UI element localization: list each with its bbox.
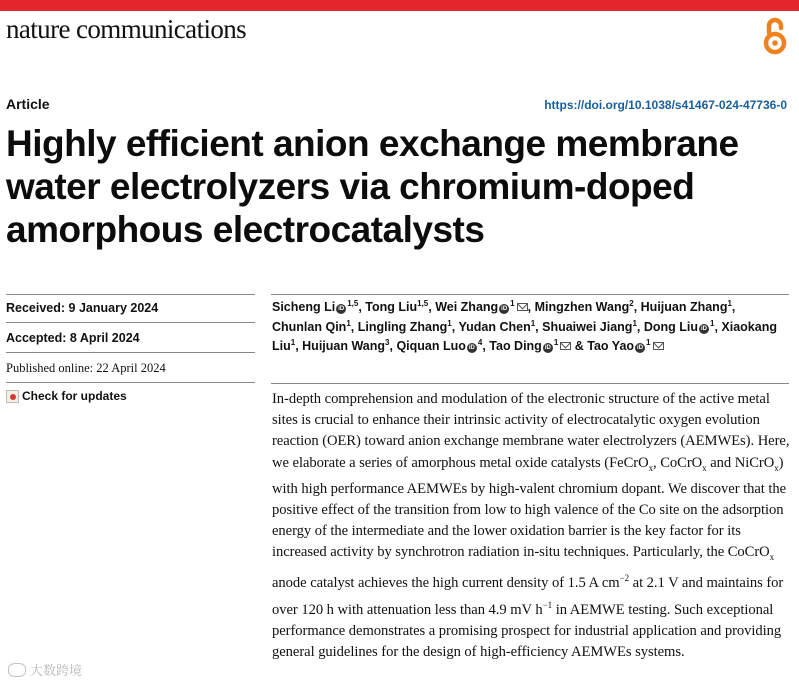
author[interactable] bbox=[489, 339, 571, 353]
author-name: Shuaiwei Jiang bbox=[542, 319, 633, 334]
abstract-text: at 2.1 V and maintains for over 120 h with attenuation less than 4.9 mV h bbox=[272, 575, 784, 618]
abstract-text: anode catalyst achieves the high current density of 1.5 A cm bbox=[272, 575, 620, 592]
affiliation-sup: 1 bbox=[346, 318, 351, 328]
author[interactable] bbox=[272, 320, 351, 334]
orcid-icon[interactable]: iD bbox=[338, 306, 345, 312]
watermark-text: 大数跨境 bbox=[30, 663, 83, 678]
affiliation-sup: 1 bbox=[632, 318, 637, 328]
author-name: Sicheng Li bbox=[272, 300, 336, 314]
orcid-icon[interactable]: iD bbox=[637, 345, 644, 351]
divider bbox=[6, 294, 255, 295]
divider bbox=[271, 383, 789, 384]
affiliation-sup: 1 bbox=[530, 318, 536, 328]
author-name: Xiaokang Liu bbox=[272, 319, 777, 353]
author-name: Dong Liu bbox=[643, 319, 698, 334]
affiliation-sup: 1 bbox=[290, 337, 296, 347]
divider bbox=[6, 382, 255, 383]
abstract-text: in AEMWE testing. Such exceptional performance demonstrates a promising prospect for industrial application and providing general guidelines for the design of high-efficiency AEMWEs systems. bbox=[272, 601, 782, 660]
author-name: Lingling Zhang bbox=[357, 319, 448, 334]
abstract-text: ) with high performance AEMWEs by high-valent chromium dopant. We discover that the positive effect of the transition from low to high valence of the Co site on the adsorption energy of the intermediate and the lower oxidation barrier is the key factor for its increased activity by synchrotron radiation in-situ techniques. Particularly, the CoCrO bbox=[272, 454, 787, 561]
divider bbox=[6, 352, 255, 353]
check-updates-label: Check for updates bbox=[22, 389, 127, 403]
abstract bbox=[272, 389, 794, 663]
superscript: −1 bbox=[542, 599, 553, 610]
author[interactable] bbox=[542, 320, 637, 334]
affiliation-sup: 1,5 bbox=[347, 298, 359, 308]
affiliation-sup: 1,5 bbox=[417, 298, 429, 308]
affiliation-sup: 1 bbox=[727, 298, 732, 308]
author[interactable] bbox=[272, 300, 358, 314]
author-name: Qiquan Luo bbox=[396, 339, 466, 353]
abstract-text: In-depth comprehension and modulation of the electronic structure of the active metal sites is crucial to enhance their intrinsic activity of electrocatalytic oxygen evolution reaction (OER) toward anion exchange membrane water electrolyzers (AEMWEs). Here, we elaborate a series of amorphous metal oxide catalysts (FeCrO bbox=[272, 391, 790, 471]
orcid-icon[interactable]: iD bbox=[701, 325, 707, 332]
author-name: Chunlan Qin bbox=[272, 319, 347, 334]
divider bbox=[6, 322, 255, 323]
subscript: x bbox=[774, 462, 779, 473]
author[interactable] bbox=[535, 300, 634, 314]
watermark-icon bbox=[8, 663, 26, 677]
author[interactable] bbox=[587, 339, 663, 353]
affiliation-sup: 4 bbox=[477, 337, 483, 347]
abstract-text: , CoCrO bbox=[653, 454, 703, 471]
abstract-text: and NiCrO bbox=[706, 454, 775, 471]
author[interactable] bbox=[358, 320, 452, 334]
open-access-icon bbox=[760, 16, 790, 56]
author[interactable] bbox=[435, 300, 527, 314]
affiliation-sup: 1 bbox=[710, 318, 715, 328]
journal-name: nature communications bbox=[6, 14, 247, 44]
author[interactable] bbox=[641, 300, 732, 314]
article-title: Highly efficient anion exchange membrane water electrolyzers via chromium-doped amorphous electrocatalysts bbox=[6, 123, 739, 250]
doi-link[interactable]: https://doi.org/10.1038/s41467-024-47736-0 bbox=[544, 98, 787, 112]
affiliation-sup: 2 bbox=[629, 298, 634, 308]
author-list: Sicheng Li iD$^{1,5}$, Tong Liu$^{1,5}$, Wei Zhang $iD^1$ , Mingzhen Wang$^2$, Huijuan Zhang$^1$, Chunlan Qin$^1$, Lingling Zhang$^1$, Yudan Chen$^1$, Shuaiwei Jiang$^1$, Dong Liu $iD^1$, Xiaokang Liu$^1$, Huijuan Wang$^3$, Qiquan Luo $iD^4$, Tao Ding $iD^1$ & Tao Yao $iD^1$ bbox=[272, 298, 777, 353]
check-updates-icon bbox=[6, 390, 19, 403]
author[interactable] bbox=[644, 320, 715, 334]
subscript: x bbox=[702, 462, 707, 473]
affiliation-sup: 1 bbox=[553, 337, 559, 347]
author-name: Huijuan Zhang bbox=[640, 300, 728, 314]
author[interactable] bbox=[396, 339, 482, 353]
author-name: Tao Yao bbox=[587, 339, 635, 353]
author[interactable] bbox=[365, 300, 428, 314]
author-name: Yudan Chen bbox=[458, 319, 531, 334]
author[interactable] bbox=[458, 320, 535, 334]
affiliation-sup: 1 bbox=[646, 337, 651, 347]
superscript: −2 bbox=[619, 573, 630, 584]
received-date: Received: 9 January 2024 bbox=[6, 301, 159, 315]
divider bbox=[271, 294, 789, 295]
email-icon[interactable] bbox=[560, 342, 571, 350]
affiliation-sup: 1 bbox=[510, 298, 515, 308]
orcid-icon[interactable]: iD bbox=[468, 345, 475, 351]
orcid-icon[interactable]: iD bbox=[544, 345, 551, 351]
accepted-date: Accepted: 8 April 2024 bbox=[6, 331, 140, 345]
subscript: x bbox=[648, 462, 654, 473]
watermark bbox=[8, 660, 82, 679]
orcid-icon[interactable]: iD bbox=[501, 306, 508, 312]
affiliation-sup: 1 bbox=[447, 318, 452, 328]
affiliation-sup: 3 bbox=[385, 337, 390, 347]
email-icon[interactable] bbox=[517, 303, 528, 311]
author-name: Huijuan Wang bbox=[302, 339, 386, 353]
email-icon[interactable] bbox=[653, 342, 664, 350]
subscript: x bbox=[769, 552, 775, 563]
published-date: Published online: 22 April 2024 bbox=[6, 361, 166, 375]
check-for-updates-button[interactable] bbox=[6, 389, 127, 403]
author[interactable] bbox=[302, 339, 389, 353]
author-name: Wei Zhang bbox=[435, 300, 499, 314]
author-name: Mingzhen Wang bbox=[534, 300, 630, 314]
author-name: Tong Liu bbox=[365, 300, 418, 314]
article-type-label: Article bbox=[6, 96, 50, 112]
author-name: Tao Ding bbox=[489, 339, 542, 353]
journal-top-bar bbox=[0, 0, 799, 11]
